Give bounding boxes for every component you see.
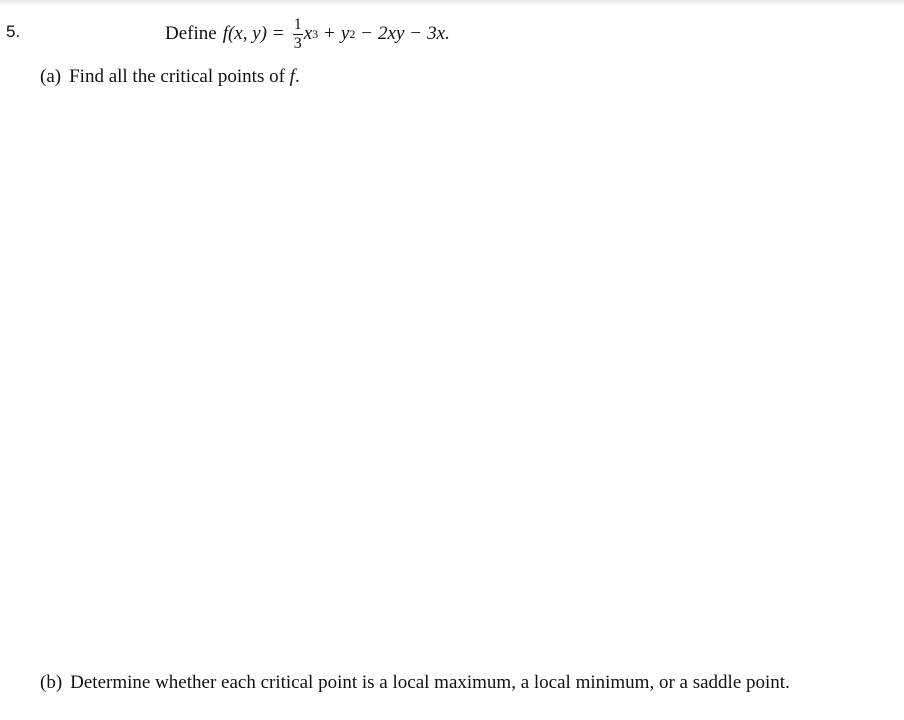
function-formula: f(x, y) = $\frac{1}{3}$ x 3 + y 2 − 2xy − 3x. [222,15,450,52]
term-3x: 3x. [427,23,450,44]
part-a [40,66,300,88]
term-y: y [340,23,350,44]
part-a-period: . [294,66,300,87]
term-2xy: 2xy [378,23,405,44]
part-b [40,672,790,694]
part-a-label: (a) [40,66,62,87]
part-a-function-symbol: f [289,66,295,87]
top-edge-shadow [0,0,904,6]
part-b-text: Determine whether each critical point is a local maximum, a local minimum, or a saddle point. [70,672,790,693]
fraction-denominator: 3 [293,34,302,52]
term-x: x [303,23,313,44]
part-a-text: Find all the critical points of [69,66,285,87]
one-third-fraction [293,17,303,52]
plus-sign: + [324,23,335,44]
equals-sign: = [273,23,284,44]
minus-sign-1: − [361,23,373,44]
problem-number: 5. [6,22,21,41]
minus-sign-2: − [410,23,422,44]
answer-space [40,100,880,660]
fraction-numerator: 1 [293,15,302,33]
part-b-label: (b) [40,672,63,693]
define-word: Define [165,23,217,44]
function-lhs: f(x, y) [222,23,268,44]
function-definition [165,12,450,56]
